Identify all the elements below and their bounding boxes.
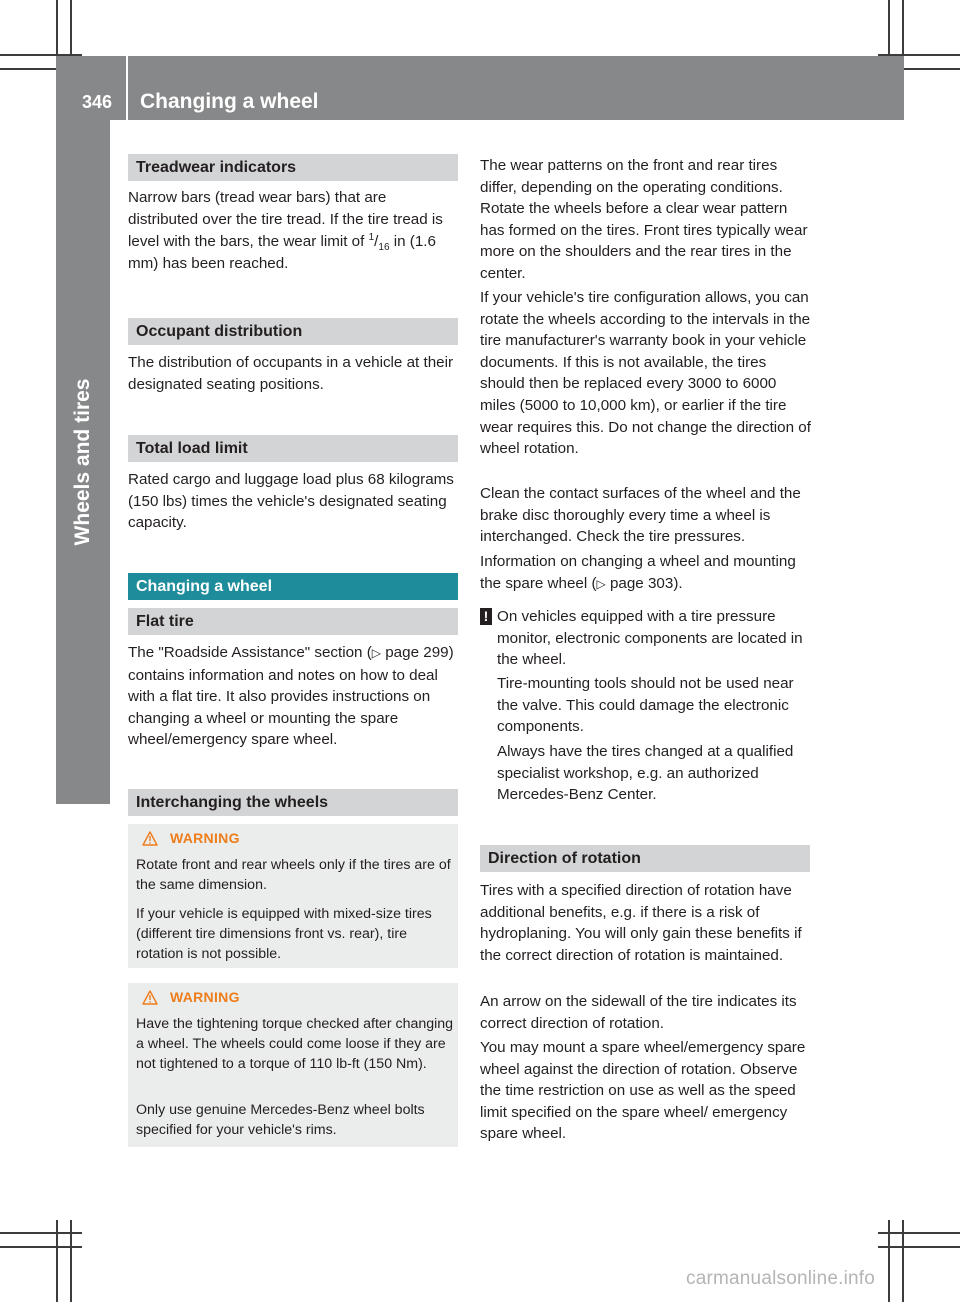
- paragraph-total-load: Rated cargo and luggage load plus 68 kilograms (150 lbs) times the vehicle's designated seating capacity.: [128, 471, 454, 532]
- treadwear-text-end: in (1.6 mm) has been reached.: [128, 233, 436, 272]
- flat-tire-text-end: page 299) contains information and notes on how to deal with a flat tire. It also provides instructions on changing a wheel or mounting the spare wheel/emergency spare wheel.: [128, 644, 454, 749]
- watermark: carmanualsonline.info: [686, 1268, 876, 1289]
- side-tab-label: Wheels and tires: [71, 378, 94, 546]
- paragraph-wear-patterns: The wear patterns on the front and rear tires differ, depending on the operating conditions. Rotate the wheels before a clear wear pattern has formed on the tires. Front tires typically wear more on the shoulders and the rear tires in the center.: [480, 157, 808, 282]
- crop-mark: [0, 1232, 82, 1234]
- cross-reference-icon: ▷: [371, 646, 382, 660]
- warning-text: Have the tightening torque checked after changing a wheel. The wheels could come loose if they are not tightened to a torque of 110 lb-ft (150 Nm).: [136, 1016, 454, 1072]
- warning-text: If your vehicle is equipped with mixed-size tires (different tire dimensions front vs. rear), tire rotation is not possible.: [136, 906, 432, 962]
- paragraph-direction-arrow: An arrow on the sidewall of the tire indicates its correct direction of rotation.: [480, 993, 797, 1032]
- flat-tire-text: The "Roadside Assistance" section (: [128, 644, 372, 661]
- notice-text: On vehicles equipped with a tire pressure monitor, electronic components are located in the wheel.: [497, 608, 803, 669]
- heading-direction-of-rotation: Direction of rotation: [480, 845, 810, 872]
- crop-mark: [878, 1246, 960, 1248]
- notice-text: Tire-mounting tools should not be used near the valve. This could damage the electronic components.: [497, 675, 794, 736]
- crop-mark: [878, 1232, 960, 1234]
- header-divider: [126, 56, 128, 120]
- warning-box: [128, 824, 458, 968]
- warning-box: [128, 983, 458, 1147]
- page-title: Changing a wheel: [140, 90, 319, 113]
- warning-text: Rotate front and rear wheels only if the tires are of the same dimension.: [136, 857, 451, 893]
- fraction-slash: /: [374, 233, 379, 250]
- paragraph-direction-benefits: Tires with a specified direction of rotation have additional benefits, e.g. if there is a risk of hydroplaning. You will only gain these benefits if the correct direction of rotation is maintained.: [480, 882, 802, 964]
- fraction-numerator: 1: [368, 231, 375, 243]
- warning-triangle-icon: [142, 831, 158, 846]
- paragraph-rotation-intervals: If your vehicle's tire configuration allows, you can rotate the wheels according to the intervals in the tire manufacturer's warranty book in your vehicle documents. If this is not available, the tires should then be replaced every 3000 to 6000 miles (5000 to 10,000 km), or earlier if the tire wear requires this. Do not change the direction of wheel rotation.: [480, 289, 811, 458]
- paragraph-clean-contact: Clean the contact surfaces of the wheel and the brake disc thoroughly every time a wheel is interchanged. Check the tire pressures.: [480, 485, 801, 546]
- heading-total-load-limit: Total load limit: [128, 435, 458, 462]
- paragraph-treadwear: [128, 187, 460, 275]
- paragraph-occupant: The distribution of occupants in a vehicle at their designated seating positions.: [128, 354, 454, 393]
- heading-interchanging-wheels: Interchanging the wheels: [128, 789, 458, 816]
- spare-wheel-text-end: page 303).: [605, 574, 683, 592]
- heading-occupant-distribution: Occupant distribution: [128, 318, 458, 345]
- page-number: 346: [82, 92, 113, 112]
- warning-label: WARNING: [170, 830, 240, 846]
- warning-text: Only use genuine Mercedes-Benz wheel bolts specified for your vehicle's rims.: [136, 1102, 425, 1138]
- heading-treadwear-indicators: Treadwear indicators: [128, 154, 458, 181]
- spare-wheel-text: Information on changing a wheel and mounting the spare wheel (: [480, 553, 796, 592]
- section-heading-changing-wheel: Changing a wheel: [128, 573, 458, 600]
- treadwear-text: Narrow bars (tread wear bars) that are distributed over the tire tread. If the tire tread is level with the bars, the wear limit of: [128, 189, 443, 250]
- paragraph-spare-wheel-info: [480, 551, 814, 595]
- warning-triangle-icon: [142, 990, 158, 1005]
- paragraph-direction-spare: You may mount a spare wheel/emergency spare wheel against the direction of rotation. Observe the time restriction on use as well as the speed limit specified on the spare wheel/ emergency spare wheel.: [480, 1039, 806, 1143]
- crop-mark: [0, 1246, 82, 1248]
- heading-flat-tire: Flat tire: [128, 608, 458, 635]
- cross-reference-icon: ▷: [596, 576, 606, 591]
- notice-text: Always have the tires changed at a qualified specialist workshop, e.g. an authorized Mercedes-Benz Center.: [497, 743, 794, 804]
- paragraph-flat-tire: [128, 642, 460, 751]
- warning-label: WARNING: [170, 989, 240, 1005]
- notice-icon: !: [480, 608, 492, 625]
- fraction-denominator: 16: [378, 242, 390, 254]
